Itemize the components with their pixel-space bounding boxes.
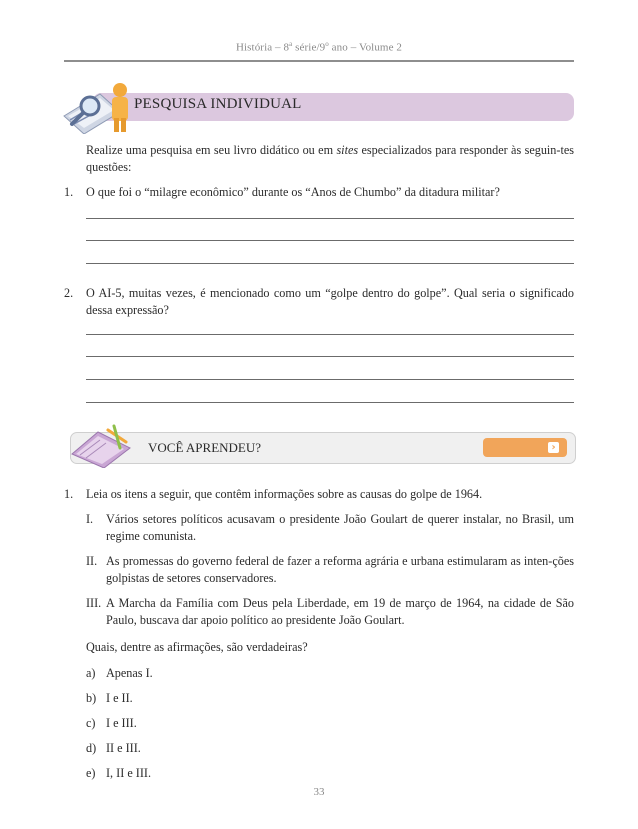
answer-line[interactable] — [86, 379, 574, 380]
pesquisa-title: PESQUISA INDIVIDUAL — [134, 96, 302, 112]
question-2-text: O AI-5, muitas vezes, é mencionado como um “golpe dentro do golpe”. Qual seria o significado dessa expressão? — [86, 286, 574, 317]
running-header: História – 8$^a$ série/9$^o$ ano – Volume 2 — [235, 40, 403, 54]
answer-line[interactable] — [86, 402, 574, 403]
item-number: I. — [86, 512, 94, 526]
header-rule — [64, 60, 574, 62]
item-text: Vários setores políticos acusavam o presidente João Goulart de querer instalar, no Brasil, um regime comunista. — [106, 512, 574, 543]
answer-line[interactable] — [86, 240, 574, 241]
option-letter[interactable]: a) — [86, 666, 96, 680]
question-1-text: O que foi o “milagre econômico” durante os “Anos de Chumbo” da ditadura militar? — [86, 185, 500, 199]
answer-line[interactable] — [86, 218, 574, 219]
option-letter[interactable]: e) — [86, 766, 96, 780]
page-number: 33 — [313, 786, 325, 798]
option-letter[interactable]: d) — [86, 741, 97, 755]
open-book-icon — [68, 424, 140, 468]
answer-line[interactable] — [86, 334, 574, 335]
item-number: II. — [86, 554, 98, 568]
option-text[interactable]: Apenas I. — [106, 666, 153, 680]
question-2-number: 2. — [64, 286, 74, 300]
option-text[interactable]: I e II. — [106, 691, 133, 705]
chevron-right-icon[interactable]: › — [548, 442, 559, 453]
exercise-1-number: 1. — [64, 487, 74, 501]
item-text: A Marcha da Família com Deus pela Liberdade, em 19 de março de 1964, na cidade de São Paulo, buscava dar apoio político ao presidente João Goulart. — [106, 596, 574, 627]
answer-prompt: Quais, dentre as afirmações, são verdadeiras? — [86, 640, 308, 654]
option-letter[interactable]: b) — [86, 691, 97, 705]
answer-line[interactable] — [86, 356, 574, 357]
item-number: III. — [86, 596, 102, 610]
question-1-number: 1. — [64, 185, 74, 199]
option-text[interactable]: I e III. — [106, 716, 137, 730]
item-text: As promessas do governo federal de fazer a reforma agrária e urbana estimularam as inten-ções golpistas de setores conservadores. — [106, 554, 574, 585]
option-letter[interactable]: c) — [86, 716, 96, 730]
answer-line[interactable] — [86, 263, 574, 264]
pesquisa-intro: Realize uma pesquisa em seu livro didático ou em sites especializados para responder às seguin-tes questões: — [86, 143, 574, 174]
exercise-1-text: Leia os itens a seguir, que contêm informações sobre as causas do golpe de 1964. — [86, 487, 483, 501]
research-person-icon — [62, 82, 132, 134]
option-text[interactable]: I, II e III. — [106, 766, 151, 780]
aprendeu-title: VOCÊ APRENDEU? — [148, 440, 262, 455]
option-text[interactable]: II e III. — [106, 741, 141, 755]
